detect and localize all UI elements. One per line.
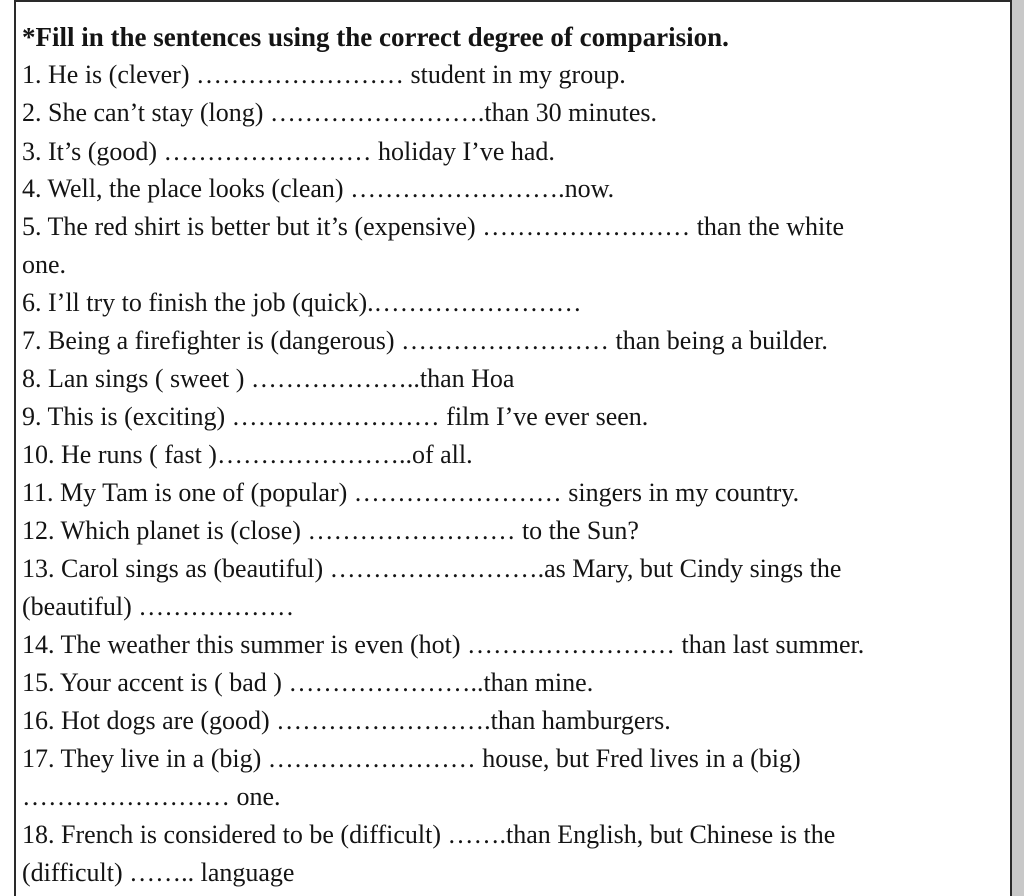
exercise-line-1: 1. He is (clever) …………………… student in my group.	[22, 60, 626, 89]
exercise-line-7: 7. Being a firefighter is (dangerous) …………………… than being a builder.	[22, 326, 828, 355]
exercise-line-17-cont: …………………… one.	[22, 782, 281, 811]
exercise-line-10: 10. He runs ( fast )…………………..of all.	[22, 440, 473, 469]
page-edge	[1012, 0, 1024, 896]
exercise-line-3: 3. It’s (good) …………………… holiday I’ve had.	[22, 137, 555, 166]
exercise-line-17: 17. They live in a (big) …………………… house, but Fred lives in a (big)	[22, 744, 801, 773]
worksheet-title: *Fill in the sentences using the correct degree of comparision.	[22, 22, 729, 52]
exercise-line-13-cont: (beautiful) ………………	[22, 592, 295, 621]
exercise-line-8: 8. Lan sings ( sweet ) ………………..than Hoa	[22, 364, 515, 393]
exercise-line-15: 15. Your accent is ( bad ) …………………..than mine.	[22, 668, 594, 697]
exercise-line-11: 11. My Tam is one of (popular) …………………… singers in my country.	[22, 478, 800, 507]
exercise-line-5: 5. The red shirt is better but it’s (expensive) …………………… than the white	[22, 212, 844, 241]
exercise-line-18: 18. French is considered to be (difficult) …….than English, but Chinese is the	[22, 820, 836, 849]
exercise-line-4: 4. Well, the place looks (clean) …………………….now.	[22, 174, 615, 203]
exercise-line-9: 9. This is (exciting) …………………… film I’ve ever seen.	[22, 402, 649, 431]
border-left	[14, 0, 16, 896]
exercise-line-18-cont: (difficult) …….. language	[22, 858, 295, 887]
border-top	[14, 0, 1012, 2]
exercise-line-5-cont: one.	[22, 250, 67, 279]
exercise-line-2: 2. She can’t stay (long) …………………….than 30 minutes.	[22, 98, 658, 127]
exercise-line-6: 6. I’ll try to finish the job (quick).……………………	[22, 288, 582, 317]
exercise-line-16: 16. Hot dogs are (good) …………………….than hamburgers.	[22, 706, 671, 735]
exercise-line-14: 14. The weather this summer is even (hot) …………………… than last summer.	[22, 630, 865, 659]
exercise-line-12: 12. Which planet is (close) …………………… to the Sun?	[22, 516, 639, 545]
exercise-line-13: 13. Carol sings as (beautiful) …………………….as Mary, but Cindy sings the	[22, 554, 842, 583]
